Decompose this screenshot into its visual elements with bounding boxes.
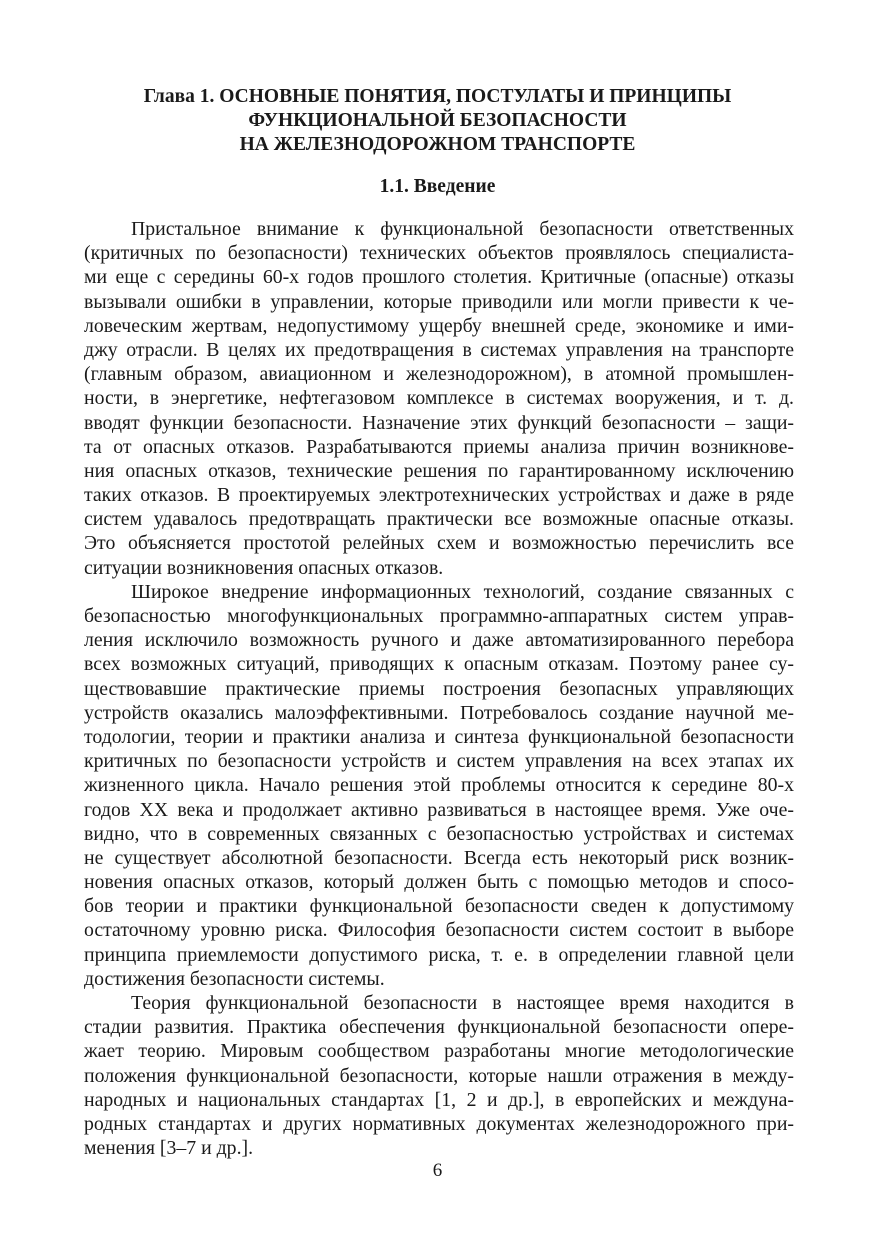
text-line: жизненного цикла. Начало решения этой проблемы относится к середине 80-х <box>84 774 794 797</box>
text-line: ществовавшие практические приемы построения безопасных управляющих <box>84 677 794 700</box>
text-line: не существует абсолютной безопасности. Всегда есть некоторый риск возник- <box>84 846 794 869</box>
text-line: тодологии, теории и практики анализа и синтеза функциональной безопасности <box>84 725 794 748</box>
chapter-title-line-2: ФУНКЦИОНАЛЬНОЙ БЕЗОПАСНОСТИ <box>248 110 627 131</box>
text-line: безопасностью многофункциональных программно-аппаратных систем управ- <box>84 605 794 627</box>
text-line: положения функциональной безопасности, которые нашли отражения в между- <box>84 1064 794 1087</box>
body-text <box>84 217 794 1160</box>
text-line: критичных по безопасности устройств и систем управления на всех этапах их <box>84 750 794 773</box>
text-line: таких отказов. В проектируемых электротехнических устройствах и даже в ряде <box>84 484 794 507</box>
text-line: (критичных по безопасности) технических объектов проявлялось специалиста- <box>84 242 794 265</box>
section-title: 1.1. Введение <box>379 176 496 197</box>
text-line: ния опасных отказов, технические решения по гарантированному исключению <box>84 459 794 482</box>
text-line: всех возможных ситуаций, приводящих к опасным отказам. Поэтому ранее су- <box>84 653 794 676</box>
text-line: вызывали ошибки в управлении, которые приводили или могли привести к че- <box>84 290 794 313</box>
text-line: Это объясняется простотой релейных схем и возможностью перечислить все <box>84 532 794 555</box>
text-line: Широкое внедрение информационных технологий, создание связанных с <box>131 580 794 603</box>
text-line: родных стандартах и других нормативных документах железнодорожного при- <box>84 1112 794 1135</box>
text-line: та от опасных отказов. Разрабатываются приемы анализа причин возникнове- <box>84 435 794 458</box>
text-line: ми еще с середины 60-х годов прошлого столетия. Критичные (опасные) отказы <box>84 266 794 289</box>
paragraph-1 <box>84 217 794 580</box>
text-line: устройств оказались малоэффективными. Потребовалось создание научной ме- <box>84 701 794 724</box>
text-line: бов теории и практики функциональной безопасности сведен к допустимому <box>84 895 794 918</box>
text-line: новения опасных отказов, который должен быть с помощью методов и спосо- <box>84 871 794 894</box>
text-line: ности, в энергетике, нефтегазовом комплексе в системах вооружения, и т. д. <box>84 387 794 410</box>
text-line: остаточному уровню риска. Философия безопасности систем состоит в выборе <box>84 919 794 942</box>
text-line: народных и национальных стандартах [1, 2 и др.], в европейских и междуна- <box>84 1088 794 1111</box>
text-line: ления исключило возможность ручного и даже автоматизированного перебора <box>84 629 794 652</box>
paragraph-3 <box>84 991 794 1160</box>
text-line: жает теорию. Мировым сообществом разработаны многие методологические <box>84 1040 794 1063</box>
text-line: менения [3–7 и др.]. <box>84 1137 254 1160</box>
chapter-title-line-1: Глава 1. ОСНОВНЫЕ ПОНЯТИЯ, ПОСТУЛАТЫ И ПРИНЦИПЫ <box>143 86 732 107</box>
text-line: Пристальное внимание к функциональной безопасности ответственных <box>131 218 794 240</box>
paragraph-2 <box>84 580 794 991</box>
text-line: ловеческим жертвам, недопустимому ущербу внешней среде, экономике и ими- <box>84 314 794 337</box>
text-line: достижения безопасности системы. <box>84 967 385 990</box>
text-line: принципа приемлемости допустимого риска, т. е. в определении главной цели <box>84 943 794 966</box>
page-number: 6 <box>432 1160 443 1181</box>
chapter-title-line-3: НА ЖЕЛЕЗНОДОРОЖНОМ ТРАНСПОРТЕ <box>239 134 636 155</box>
text-line: годов XX века и продолжает активно развиваться в настоящее время. Уже оче- <box>84 798 794 821</box>
text-line: джу отрасли. В целях их предотвращения в системах управления на транспорте <box>84 338 794 361</box>
text-line: вводят функции безопасности. Назначение этих функций безопасности – защи- <box>84 411 794 434</box>
text-line: Теория функциональной безопасности в настоящее время находится в <box>131 992 794 1014</box>
chapter-title <box>85 85 790 157</box>
text-line: систем удавалось предотвращать практически все возможные опасные отказы. <box>84 508 794 531</box>
text-line: стадии развития. Практика обеспечения функциональной безопасности опере- <box>84 1016 794 1039</box>
text-line: (главным образом, авиационном и железнодорожном), в атомной промышлен- <box>84 363 794 386</box>
text-line: видно, что в современных связанных с безопасностью устройствах и системах <box>84 822 794 845</box>
text-line: ситуации возникновения опасных отказов. <box>84 556 444 579</box>
